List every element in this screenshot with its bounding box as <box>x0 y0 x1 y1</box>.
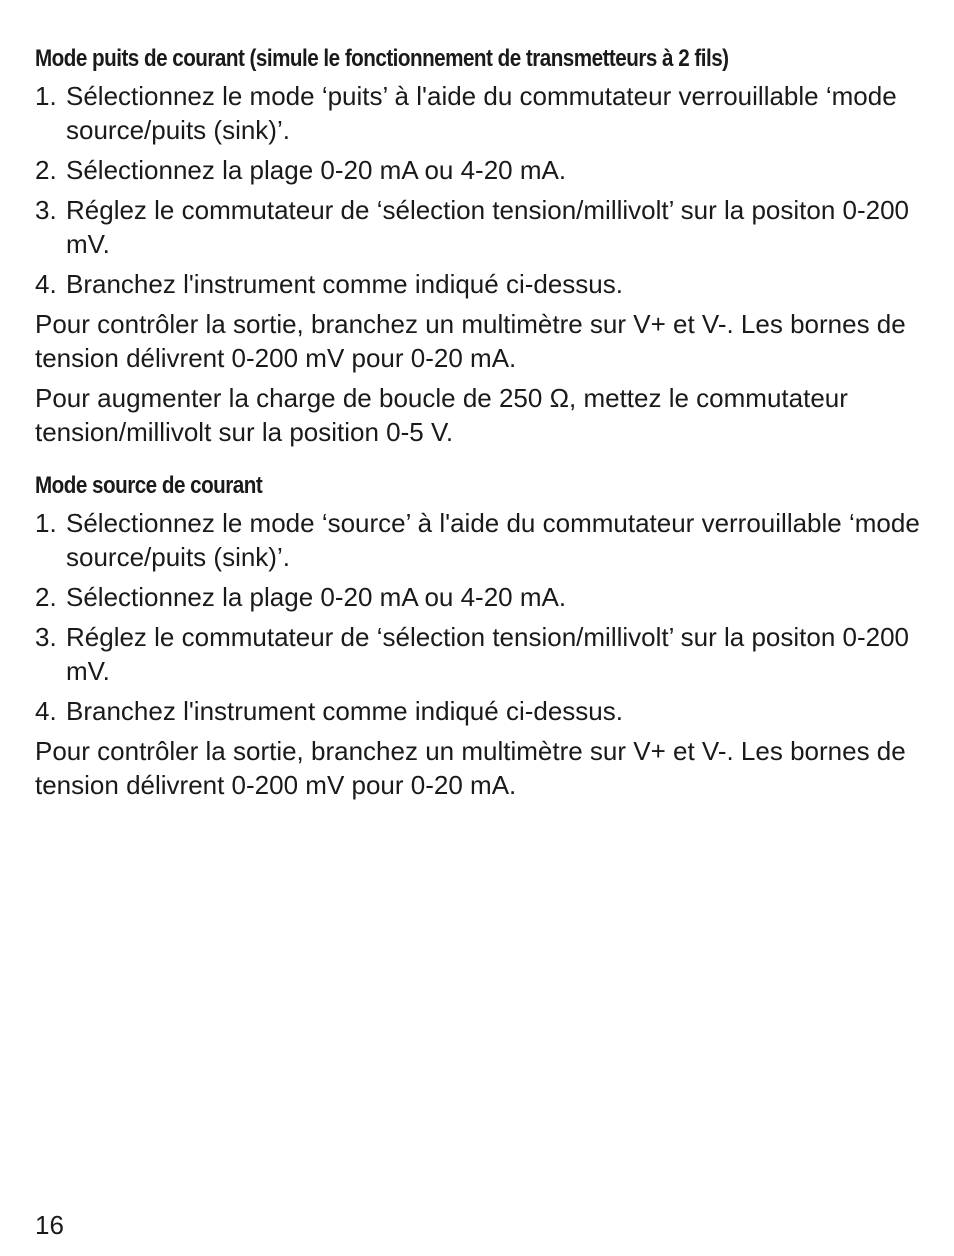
step-text: Réglez le commutateur de ‘sélection tension/millivolt’ sur la positon 0-200 mV. <box>66 622 910 686</box>
section-heading: Mode source de courant <box>35 472 263 499</box>
list-item <box>35 620 925 688</box>
page-number: 16 <box>35 1210 64 1240</box>
paragraph: Pour contrôler la sortie, branchez un multimètre sur V+ et V-. Les bornes de tension délivrent 0-200 mV pour 0-20 mA. <box>35 736 906 800</box>
step-text: Sélectionnez la plage 0-20 mA ou 4-20 mA. <box>66 582 567 612</box>
section-source-mode <box>35 469 925 802</box>
step-number: 4. <box>35 269 57 299</box>
step-number: 1. <box>35 81 57 111</box>
step-number: 2. <box>35 155 57 185</box>
steps-list <box>35 79 925 301</box>
step-text: Réglez le commutateur de ‘sélection tension/millivolt’ sur la positon 0-200 mV. <box>66 195 910 259</box>
list-item <box>35 506 925 574</box>
step-text: Sélectionnez le mode ‘puits’ à l'aide du commutateur verrouillable ‘mode source/puits (sink)’. <box>66 81 897 145</box>
paragraph: Pour augmenter la charge de boucle de 250 Ω, mettez le commutateur tension/millivolt sur la position 0-5 V. <box>35 383 848 447</box>
step-number: 1. <box>35 508 57 538</box>
step-number: 3. <box>35 195 57 225</box>
list-item <box>35 153 925 187</box>
step-text: Branchez l'instrument comme indiqué ci-dessus. <box>66 269 623 299</box>
section-heading: Mode puits de courant (simule le fonctionnement de transmetteurs à 2 fils) <box>35 45 729 72</box>
steps-list <box>35 506 925 728</box>
list-item <box>35 267 925 301</box>
step-text: Sélectionnez la plage 0-20 mA ou 4-20 mA. <box>66 155 567 185</box>
section-sink-mode <box>35 42 925 449</box>
document-page <box>35 42 925 808</box>
list-item <box>35 193 925 261</box>
step-number: 4. <box>35 696 57 726</box>
list-item <box>35 694 925 728</box>
list-item <box>35 79 925 147</box>
list-item <box>35 580 925 614</box>
step-number: 2. <box>35 582 57 612</box>
step-number: 3. <box>35 622 57 652</box>
step-text: Branchez l'instrument comme indiqué ci-dessus. <box>66 696 623 726</box>
paragraph: Pour contrôler la sortie, branchez un multimètre sur V+ et V-. Les bornes de tension délivrent 0-200 mV pour 0-20 mA. <box>35 309 906 373</box>
step-text: Sélectionnez le mode ‘source’ à l'aide du commutateur verrouillable ‘mode source/puits (sink)’. <box>66 508 920 572</box>
